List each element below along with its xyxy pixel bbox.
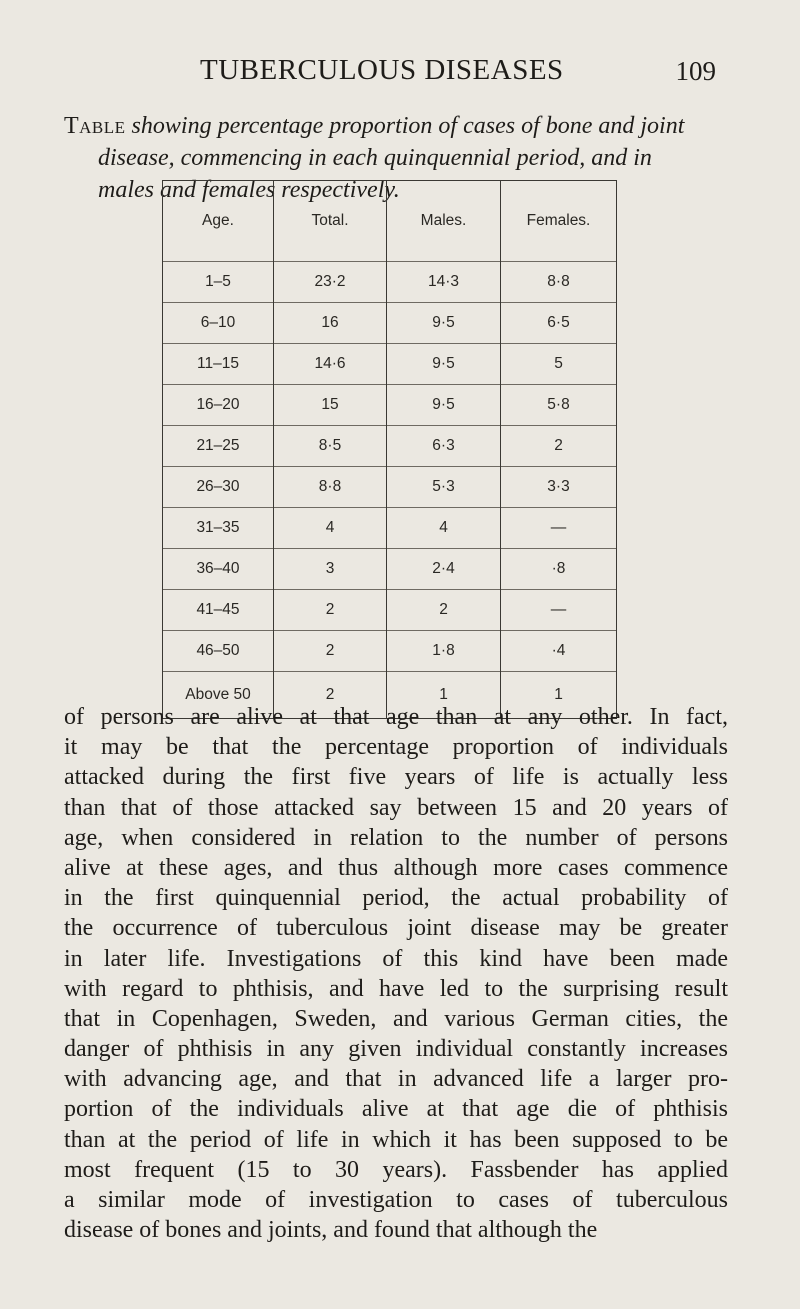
body-line: most frequent (15 to 30 years). Fassbender has applied (64, 1156, 728, 1183)
cell-females: 5·8 (501, 385, 617, 426)
cell-females: — (501, 508, 617, 549)
cell-females: — (501, 590, 617, 631)
cell-females: 1 (501, 672, 617, 719)
body-line: a similar mode of investigation to cases of tuberculous (64, 1187, 728, 1213)
column-header-total: Total. (274, 181, 387, 262)
cell-age: 26–30 (163, 467, 274, 508)
cell-total: 14·6 (274, 344, 387, 385)
body-line: in later life. Investigations of this kind have been made (64, 945, 728, 972)
cell-total: 2 (274, 590, 387, 631)
column-header-males: Males. (387, 181, 501, 262)
data-table-container (162, 180, 617, 719)
body-line: in the first quinquennial period, the actual probability of (64, 885, 728, 912)
cell-total: 16 (274, 303, 387, 344)
cell-females: 5 (501, 344, 617, 385)
column-header-females: Females. (501, 181, 617, 262)
cell-females: ·4 (501, 631, 617, 672)
cell-males: 2 (387, 590, 501, 631)
page-number: 109 (675, 56, 716, 86)
cell-males: 9·5 (387, 385, 501, 426)
body-line: the occurrence of tuberculous joint disease may be greater (64, 915, 728, 942)
running-head (0, 54, 800, 94)
table-row (163, 631, 617, 672)
table-header-row (163, 181, 617, 262)
table-row (163, 590, 617, 631)
caption-line: disease, commencing in each quinquennial period, and in (98, 145, 652, 171)
cell-total: 2 (274, 631, 387, 672)
cell-males: 1 (387, 672, 501, 719)
body-line: attacked during the first five years of life is actually less (64, 764, 728, 791)
table-row (163, 385, 617, 426)
table-row (163, 508, 617, 549)
body-line: portion of the individuals alive at that age die of phthisis (64, 1096, 728, 1123)
cell-males: 5·3 (387, 467, 501, 508)
cell-age: 21–25 (163, 426, 274, 467)
cell-age: 16–20 (163, 385, 274, 426)
cell-age: 36–40 (163, 549, 274, 590)
table-row (163, 467, 617, 508)
body-line: with regard to phthisis, and have led to the surprising result (64, 975, 728, 1002)
cell-males: 1·8 (387, 631, 501, 672)
table-row (163, 303, 617, 344)
cell-males: 9·5 (387, 303, 501, 344)
cell-age: 6–10 (163, 303, 274, 344)
cell-age: 41–45 (163, 590, 274, 631)
cell-males: 9·5 (387, 344, 501, 385)
column-header-age: Age. (163, 181, 274, 262)
table-row (163, 549, 617, 590)
cell-total: 8·5 (274, 426, 387, 467)
table-row (163, 344, 617, 385)
body-line: than at the period of life in which it has been supposed to be (64, 1126, 728, 1153)
cell-age: 11–15 (163, 344, 274, 385)
body-line: disease of bones and joints, and found that although the (64, 1217, 598, 1244)
cell-total: 4 (274, 508, 387, 549)
cell-age: 1–5 (163, 262, 274, 303)
cell-males: 6·3 (387, 426, 501, 467)
cell-females: 3·3 (501, 467, 617, 508)
cell-males: 2·4 (387, 549, 501, 590)
body-line: with advancing age, and that in advanced life a larger pro- (64, 1066, 728, 1093)
table-row (163, 262, 617, 303)
percentage-table (162, 180, 617, 719)
body-line: than that of those attacked say between 15 and 20 years of (64, 794, 728, 821)
cell-age: 46–50 (163, 631, 274, 672)
cell-females: 6·5 (501, 303, 617, 344)
body-line: alive at these ages, and thus although more cases commence (64, 854, 728, 881)
cell-total: 8·8 (274, 467, 387, 508)
cell-total: 2 (274, 672, 387, 719)
cell-age: Above 50 (163, 672, 274, 719)
body-line: age, when considered in relation to the number of persons (64, 824, 728, 851)
body-paragraph (64, 702, 728, 1245)
cell-females: 8·8 (501, 262, 617, 303)
cell-females: 2 (501, 426, 617, 467)
cell-total: 3 (274, 549, 387, 590)
cell-age: 31–35 (163, 508, 274, 549)
table-row (163, 426, 617, 467)
caption-text: showing percentage proportion of cases of bone and joint (131, 113, 685, 139)
cell-total: 15 (274, 385, 387, 426)
cell-males: 4 (387, 508, 501, 549)
running-head-title: TUBERCULOUS DISEASES (200, 54, 564, 86)
body-line: of persons are alive at that age than at any other. In fact, (64, 704, 728, 730)
cell-males: 14·3 (387, 262, 501, 303)
caption-line (64, 110, 744, 142)
body-line: it may be that the percentage proportion of individuals (64, 734, 728, 761)
caption-lead: Table (64, 113, 126, 139)
caption-line: males and females respectively. (98, 177, 400, 203)
body-line: danger of phthisis in any given individual constantly increases (64, 1036, 728, 1063)
cell-total: 23·2 (274, 262, 387, 303)
body-line: that in Copenhagen, Sweden, and various German cities, the (64, 1005, 728, 1032)
cell-females: ·8 (501, 549, 617, 590)
